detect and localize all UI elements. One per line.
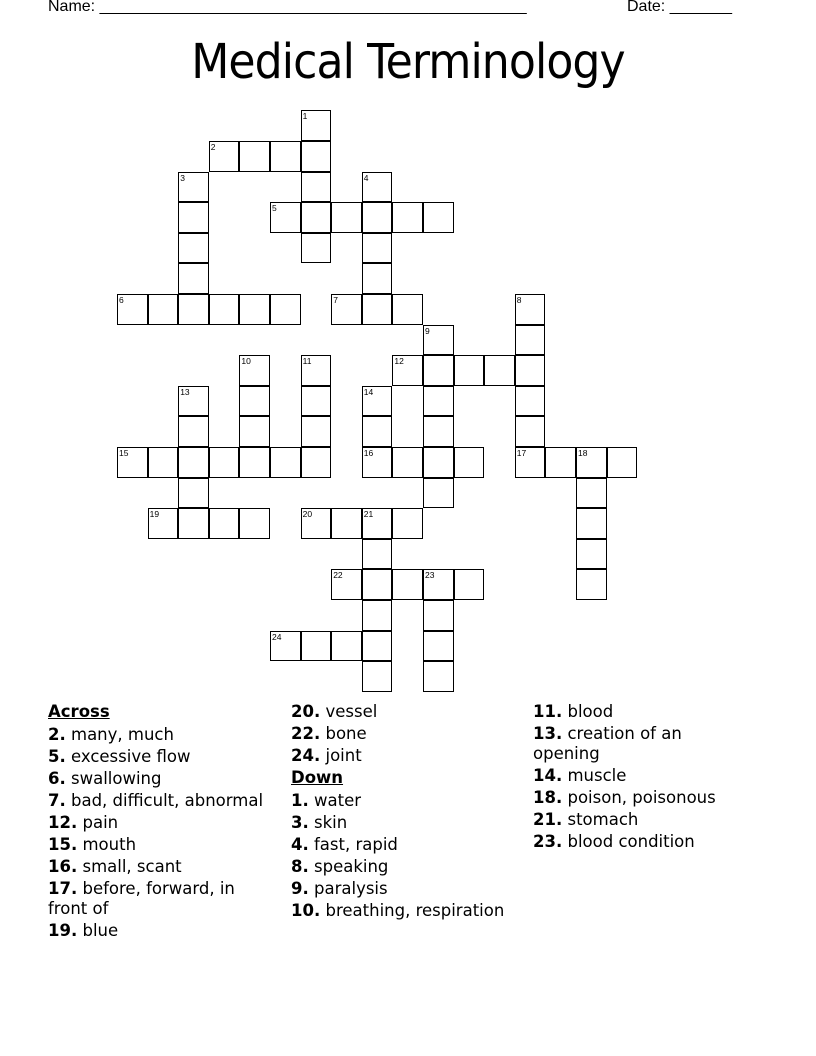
grid-cell[interactable] (576, 447, 607, 478)
clue-down-21: 21. stomach (533, 810, 639, 829)
grid-cell[interactable] (331, 569, 362, 600)
grid-cell[interactable] (178, 386, 209, 417)
grid-cell[interactable] (270, 294, 301, 325)
grid-cell[interactable] (178, 294, 209, 325)
clue-number: 14 (363, 386, 374, 397)
grid-cell[interactable] (301, 172, 332, 203)
grid-cell[interactable] (117, 447, 148, 478)
grid-cell[interactable] (239, 355, 270, 386)
clue-across-22: 22. bone (291, 724, 367, 743)
grid-cell[interactable] (178, 447, 209, 478)
clue-down-11: 11. blood (533, 702, 614, 721)
grid-cell[interactable] (331, 508, 362, 539)
clue-number: 5 (272, 203, 277, 214)
clue-down-1: 1. water (291, 791, 362, 810)
grid-cell[interactable] (178, 263, 209, 294)
grid-cell[interactable] (301, 110, 332, 141)
grid-cell[interactable] (178, 416, 209, 447)
clue-number: 9 (425, 325, 430, 336)
grid-cell[interactable] (239, 416, 270, 447)
grid-cell[interactable] (362, 416, 393, 447)
clue-across-24: 24. joint (291, 746, 362, 765)
grid-cell[interactable] (301, 233, 332, 264)
clue-number: 11 (302, 356, 312, 367)
grid-cell[interactable] (576, 478, 607, 509)
grid-cell[interactable] (178, 478, 209, 509)
clue-down-23: 23. blood condition (533, 832, 695, 851)
grid-cell[interactable] (239, 447, 270, 478)
clue-number: 16 (363, 448, 374, 458)
clue-number: 13 (180, 386, 190, 397)
clue-down-3: 3. skin (291, 813, 348, 832)
clue-down-18: 18. poison, poisonous (533, 788, 716, 807)
grid-cell[interactable] (178, 508, 209, 539)
grid-cell[interactable] (454, 355, 485, 386)
clue-down-14: 14. muscle (533, 766, 627, 785)
clue-number: 23 (425, 570, 435, 581)
grid-cell[interactable] (362, 386, 393, 417)
grid-cell[interactable] (239, 294, 270, 325)
grid-cell[interactable] (148, 508, 179, 539)
grid-cell[interactable] (209, 508, 240, 539)
grid-cell[interactable] (515, 447, 546, 478)
clue-number: 10 (241, 356, 251, 367)
grid-cell[interactable] (362, 569, 393, 600)
grid-cell[interactable] (270, 631, 301, 662)
clue-number: 21 (363, 509, 374, 520)
grid-cell[interactable] (515, 325, 546, 356)
grid-cell[interactable] (178, 202, 209, 233)
grid-cell[interactable] (362, 233, 393, 264)
grid-cell[interactable] (362, 661, 393, 692)
grid-cell[interactable] (209, 141, 240, 172)
grid-cell[interactable] (576, 569, 607, 600)
grid-cell[interactable] (209, 447, 240, 478)
grid-cell[interactable] (454, 569, 485, 600)
clue-number: 22 (333, 570, 343, 581)
clue-across-19: 19. blue (48, 921, 119, 940)
clue-number: 4 (363, 172, 369, 183)
grid-cell[interactable] (423, 569, 454, 600)
grid-cell[interactable] (209, 294, 240, 325)
grid-cell[interactable] (148, 294, 179, 325)
clue-across-6: 6. swallowing (48, 769, 162, 788)
clue-number: 1 (302, 111, 308, 122)
clue-down-4: 4. fast, rapid (291, 835, 398, 854)
clue-across-17: 17. before, forward, in front of (48, 879, 235, 918)
clue-number: 24 (272, 631, 282, 642)
grid-cell[interactable] (392, 569, 423, 600)
clue-across-12: 12. pain (48, 813, 119, 832)
grid-cell[interactable] (178, 172, 209, 203)
clue-number: 15 (119, 448, 129, 458)
grid-cell[interactable] (301, 631, 332, 662)
grid-cell[interactable] (423, 355, 454, 386)
grid-cell[interactable] (423, 202, 454, 233)
grid-cell[interactable] (362, 202, 393, 233)
grid-cell[interactable] (392, 355, 423, 386)
grid-cell[interactable] (301, 508, 332, 539)
grid-cell[interactable] (362, 539, 393, 570)
page-title: Medical Terminology (191, 34, 625, 90)
clue-down-8: 8. speaking (291, 857, 389, 876)
clue-number: 8 (516, 295, 522, 305)
grid-cell[interactable] (392, 508, 423, 539)
grid-cell[interactable] (362, 263, 393, 294)
clue-number: 3 (180, 172, 185, 183)
clue-down-9: 9. paralysis (291, 879, 388, 898)
clue-across-5: 5. excessive flow (48, 747, 191, 766)
grid-cell[interactable] (576, 508, 607, 539)
grid-cell[interactable] (301, 202, 332, 233)
grid-cell[interactable] (270, 447, 301, 478)
clues-column-3 (533, 702, 753, 854)
grid-cell[interactable] (270, 141, 301, 172)
grid-cell[interactable] (423, 447, 454, 478)
down-heading: Down (291, 768, 344, 787)
clue-across-7: 7. bad, difficult, abnormal (48, 791, 264, 810)
grid-cell[interactable] (301, 416, 332, 447)
grid-cell[interactable] (117, 294, 148, 325)
grid-cell[interactable] (423, 631, 454, 662)
grid-cell[interactable] (423, 661, 454, 692)
grid-cell[interactable] (301, 355, 332, 386)
grid-cell[interactable] (178, 233, 209, 264)
grid-cell[interactable] (331, 631, 362, 662)
grid-cell[interactable] (301, 141, 332, 172)
clue-number: 20 (302, 509, 313, 520)
date-field-label: Date: _______ (627, 0, 732, 15)
grid-cell[interactable] (423, 478, 454, 509)
grid-cell[interactable] (576, 539, 607, 570)
grid-cell[interactable] (392, 294, 423, 325)
grid-cell[interactable] (423, 416, 454, 447)
grid-cell[interactable] (515, 355, 546, 386)
grid-cell[interactable] (362, 508, 393, 539)
across-heading: Across (48, 702, 110, 721)
grid-cell[interactable] (301, 447, 332, 478)
clue-across-2: 2. many, much (48, 725, 174, 744)
grid-cell[interactable] (454, 447, 485, 478)
grid-cell[interactable] (607, 447, 638, 478)
grid-cell[interactable] (331, 294, 362, 325)
grid-cell[interactable] (362, 172, 393, 203)
grid-cell[interactable] (239, 141, 270, 172)
clue-number: 17 (516, 448, 527, 458)
grid-cell[interactable] (545, 447, 576, 478)
clue-number: 19 (149, 509, 160, 520)
clue-number: 2 (210, 142, 216, 152)
clue-down-10: 10. breathing, respiration (291, 901, 505, 920)
grid-cell[interactable] (362, 447, 393, 478)
clue-across-20: 20. vessel (291, 702, 378, 721)
grid-cell[interactable] (423, 600, 454, 631)
grid-cell[interactable] (239, 508, 270, 539)
clue-across-15: 15. mouth (48, 835, 137, 854)
clue-number: 7 (333, 295, 338, 305)
clues-column-1 (48, 702, 278, 943)
grid-cell[interactable] (239, 386, 270, 417)
grid-cell[interactable] (515, 386, 546, 417)
grid-cell[interactable] (423, 325, 454, 356)
grid-cell[interactable] (392, 202, 423, 233)
clue-number: 18 (578, 448, 588, 458)
name-field-label: Name: ________________________________________________ (48, 0, 527, 15)
grid-cell[interactable] (362, 631, 393, 662)
grid-cell[interactable] (423, 386, 454, 417)
grid-cell[interactable] (362, 600, 393, 631)
clue-down-13: 13. creation of an opening (533, 724, 682, 763)
grid-cell[interactable] (331, 202, 362, 233)
grid-cell[interactable] (301, 386, 332, 417)
clue-number: 12 (394, 356, 404, 367)
grid-cell[interactable] (270, 202, 301, 233)
grid-cell[interactable] (515, 294, 546, 325)
grid-cell[interactable] (148, 447, 179, 478)
grid-cell[interactable] (515, 416, 546, 447)
clue-across-16: 16. small, scant (48, 857, 182, 876)
grid-cell[interactable] (484, 355, 515, 386)
clue-number: 6 (119, 295, 124, 305)
clues-column-2 (291, 702, 521, 923)
grid-cell[interactable] (392, 447, 423, 478)
grid-cell[interactable] (362, 294, 393, 325)
